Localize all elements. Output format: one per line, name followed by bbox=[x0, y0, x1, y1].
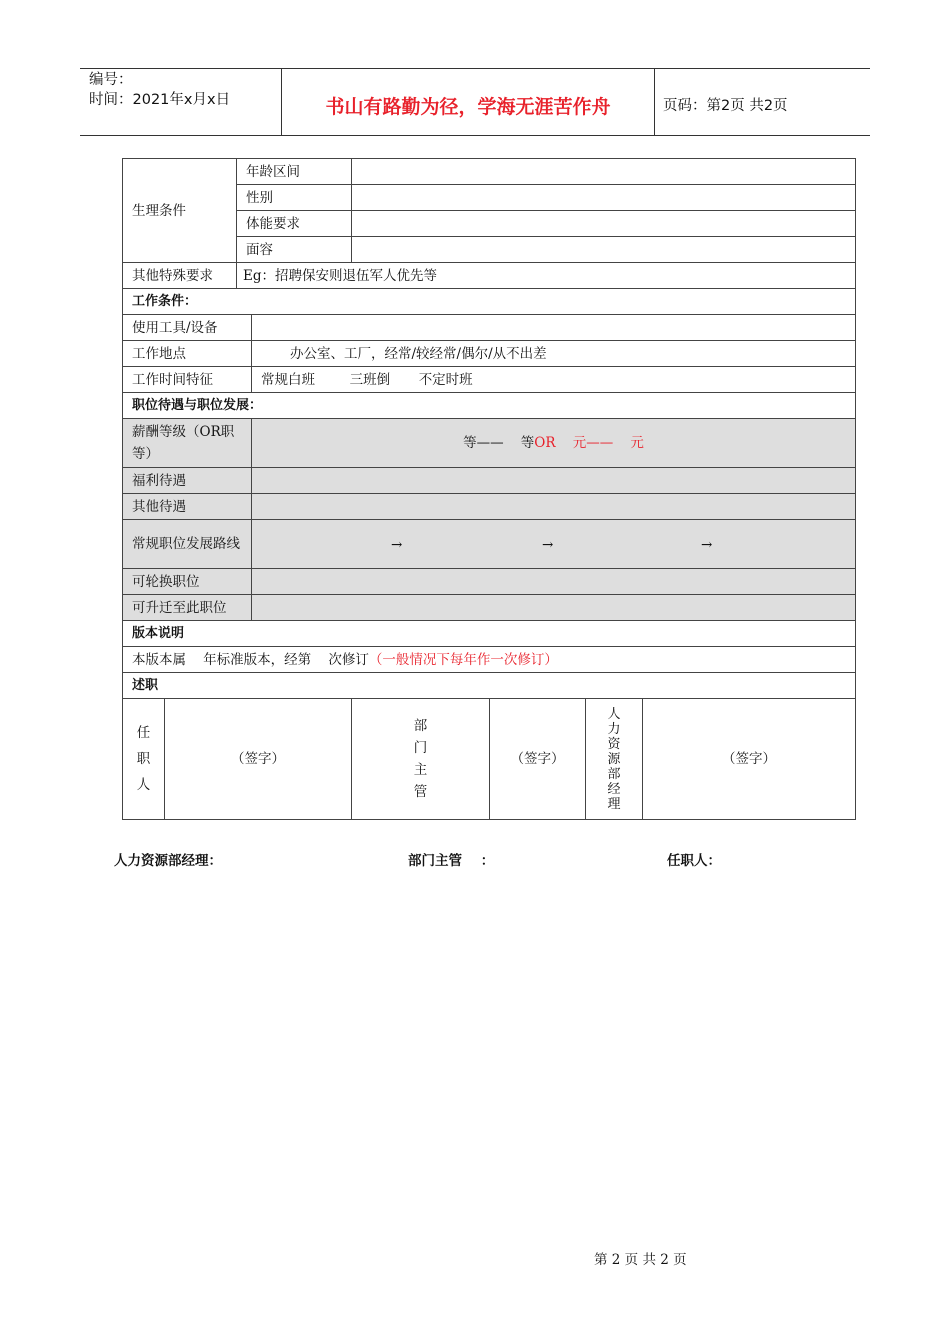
fitness-label: 体能要求 bbox=[237, 211, 352, 237]
header-bottom-rule bbox=[80, 135, 870, 136]
work-location-value[interactable]: 办公室、工厂，经常/较经常/偶尔/从不出差 bbox=[252, 341, 856, 367]
salary-grade-value[interactable] bbox=[252, 419, 856, 468]
age-range-label: 年龄区间 bbox=[237, 159, 352, 185]
tools-label: 使用工具/设备 bbox=[123, 315, 252, 341]
page-indicator: 页码：第2页 共2页 bbox=[663, 98, 788, 114]
header-divider bbox=[654, 69, 655, 135]
option-flexible[interactable]: 不定时班 bbox=[418, 371, 473, 388]
header-meta bbox=[89, 70, 230, 110]
age-range-value[interactable] bbox=[352, 159, 856, 185]
version-text: 本版本属 年标准版本，经第 次修订 bbox=[132, 651, 369, 668]
job-holder-label: 任 职 人 bbox=[123, 699, 165, 820]
salary-grade-label: 薪酬等级（OR职等） bbox=[123, 419, 252, 468]
salary-amount-text: OR 元—— 元 bbox=[534, 435, 644, 451]
promotion-positions-label: 可升迁至此职位 bbox=[123, 595, 252, 621]
special-requirements-value[interactable]: Eg：招聘保安则退伍军人优先等 bbox=[237, 263, 856, 289]
version-section: 版本说明 bbox=[123, 621, 856, 647]
gender-label: 性别 bbox=[237, 185, 352, 211]
footer-hr-manager: 人力资源部经理： bbox=[114, 853, 222, 869]
header-motto: 书山有路勤为径，学海无涯苦作舟 bbox=[325, 96, 611, 118]
work-conditions-section: 工作条件： bbox=[123, 289, 856, 315]
salary-grade-text: 等—— 等 bbox=[463, 435, 535, 451]
option-day-shift[interactable]: 常规白班 bbox=[261, 371, 315, 388]
hr-manager-label: 人 力 资 源 部 经 理 bbox=[586, 699, 643, 820]
promotion-positions-value[interactable] bbox=[252, 595, 856, 621]
footer-job-holder: 任职人： bbox=[667, 853, 721, 869]
appearance-label: 面容 bbox=[237, 237, 352, 263]
work-location-label: 工作地点 bbox=[123, 341, 252, 367]
welfare-label: 福利待遇 bbox=[123, 468, 252, 494]
career-path-label: 常规职位发展路线 bbox=[123, 520, 252, 569]
document-number: 编号： bbox=[89, 72, 133, 88]
job-holder-signature[interactable]: （签字） bbox=[165, 699, 352, 820]
option-three-shifts[interactable]: 三班倒 bbox=[349, 371, 391, 388]
other-benefits-label: 其他待遇 bbox=[123, 494, 252, 520]
rotation-positions-label: 可轮换职位 bbox=[123, 569, 252, 595]
job-description-form bbox=[122, 158, 856, 820]
arrow-right-icon: → bbox=[701, 537, 713, 553]
gender-value[interactable] bbox=[352, 185, 856, 211]
other-benefits-value[interactable] bbox=[252, 494, 856, 520]
work-time-options[interactable] bbox=[252, 367, 856, 393]
version-note bbox=[123, 647, 856, 673]
header-top-rule bbox=[80, 68, 870, 69]
dept-head-signature[interactable]: （签字） bbox=[490, 699, 586, 820]
hr-manager-signature[interactable]: （签字） bbox=[643, 699, 856, 820]
document-date: 时间：2021年x月x日 bbox=[89, 92, 231, 108]
special-requirements-label: 其他特殊要求 bbox=[123, 263, 237, 289]
physical-conditions-label: 生理条件 bbox=[123, 159, 237, 263]
career-path-value[interactable] bbox=[252, 520, 856, 569]
tools-value[interactable] bbox=[252, 315, 856, 341]
arrow-right-icon: → bbox=[391, 537, 403, 553]
arrow-right-icon: → bbox=[542, 537, 554, 553]
version-hint: （一般情况下每年作一次修订） bbox=[368, 651, 558, 668]
rotation-positions-value[interactable] bbox=[252, 569, 856, 595]
page-footer: 第 2 页 共 2 页 bbox=[594, 1252, 687, 1268]
benefits-section: 职位待遇与职位发展： bbox=[123, 393, 856, 419]
dept-head-label: 部 门 主 管 bbox=[352, 699, 490, 820]
fitness-value[interactable] bbox=[352, 211, 856, 237]
work-time-label: 工作时间特征 bbox=[123, 367, 252, 393]
welfare-value[interactable] bbox=[252, 468, 856, 494]
appearance-value[interactable] bbox=[352, 237, 856, 263]
footer-dept-head: 部门主管 ： bbox=[408, 853, 495, 869]
report-section: 述职 bbox=[123, 673, 856, 699]
